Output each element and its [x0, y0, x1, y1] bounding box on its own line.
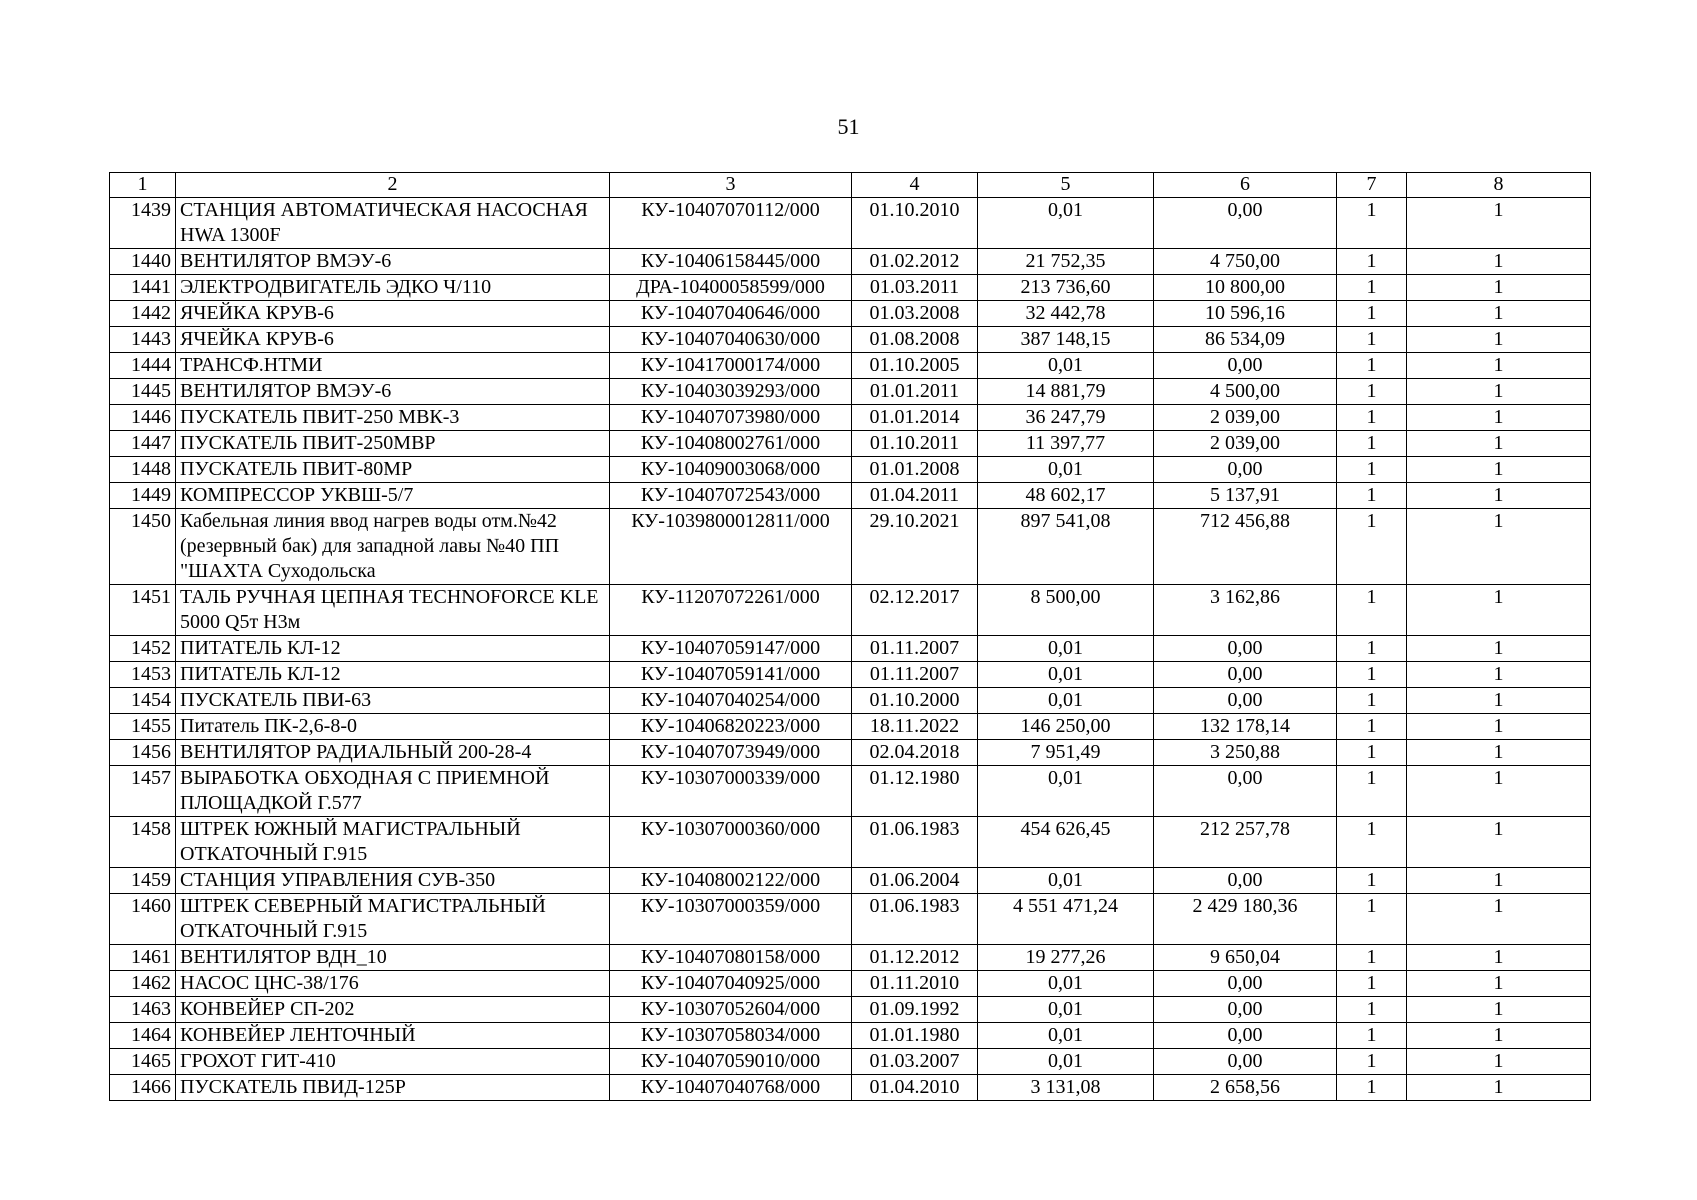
- commission-date: 01.06.1983: [852, 817, 978, 868]
- commission-date: 02.12.2017: [852, 585, 978, 636]
- commission-date: 01.04.2011: [852, 483, 978, 509]
- row-number: 1462: [110, 971, 176, 997]
- inventory-code: КУ-10407070112/000: [610, 198, 852, 249]
- table-row: [110, 1075, 1591, 1101]
- inventory-code: КУ-10407072543/000: [610, 483, 852, 509]
- count-cell: 1: [1407, 198, 1591, 249]
- count-cell: 1: [1407, 405, 1591, 431]
- table-row: [110, 585, 1591, 636]
- item-name: СТАНЦИЯ АВТОМАТИЧЕСКАЯ НАСОСНАЯ HWA 1300F: [176, 198, 610, 249]
- initial-value: 11 397,77: [978, 431, 1154, 457]
- row-number: 1442: [110, 301, 176, 327]
- column-header: 1: [110, 173, 176, 198]
- item-name: Питатель ПК-2,6-8-0: [176, 714, 610, 740]
- initial-value: 4 551 471,24: [978, 894, 1154, 945]
- item-name: ПУСКАТЕЛЬ ПВИ-63: [176, 688, 610, 714]
- commission-date: 01.10.2011: [852, 431, 978, 457]
- commission-date: 01.06.2004: [852, 868, 978, 894]
- residual-value: 0,00: [1154, 662, 1337, 688]
- row-number: 1441: [110, 275, 176, 301]
- quantity-cell: 1: [1337, 483, 1407, 509]
- count-cell: 1: [1407, 868, 1591, 894]
- residual-value: 9 650,04: [1154, 945, 1337, 971]
- item-name: ШТРЕК ЮЖНЫЙ МАГИСТРАЛЬНЫЙ ОТКАТОЧНЫЙ Г.915: [176, 817, 610, 868]
- item-name: ВЫРАБОТКА ОБХОДНАЯ С ПРИЕМНОЙ ПЛОЩАДКОЙ Г.577: [176, 766, 610, 817]
- residual-value: 712 456,88: [1154, 509, 1337, 585]
- inventory-code: КУ-10407059147/000: [610, 636, 852, 662]
- inventory-code: КУ-10307000359/000: [610, 894, 852, 945]
- inventory-code: ДРА-10400058599/000: [610, 275, 852, 301]
- row-number: 1464: [110, 1023, 176, 1049]
- item-name: ПУСКАТЕЛЬ ПВИД-125Р: [176, 1075, 610, 1101]
- quantity-cell: 1: [1337, 766, 1407, 817]
- count-cell: 1: [1407, 585, 1591, 636]
- inventory-code: КУ-10307058034/000: [610, 1023, 852, 1049]
- commission-date: 01.11.2007: [852, 662, 978, 688]
- quantity-cell: 1: [1337, 714, 1407, 740]
- row-number: 1460: [110, 894, 176, 945]
- item-name: КОМПРЕССОР УКВШ-5/7: [176, 483, 610, 509]
- row-number: 1461: [110, 945, 176, 971]
- row-number: 1440: [110, 249, 176, 275]
- table-row: [110, 945, 1591, 971]
- inventory-code: КУ-10307000339/000: [610, 766, 852, 817]
- commission-date: 01.01.2008: [852, 457, 978, 483]
- inventory-code: КУ-10406158445/000: [610, 249, 852, 275]
- commission-date: 01.03.2008: [852, 301, 978, 327]
- table-row: [110, 301, 1591, 327]
- inventory-code: КУ-10403039293/000: [610, 379, 852, 405]
- inventory-code: КУ-10307000360/000: [610, 817, 852, 868]
- quantity-cell: 1: [1337, 945, 1407, 971]
- residual-value: 0,00: [1154, 1023, 1337, 1049]
- item-name: КОНВЕЙЕР ЛЕНТОЧНЫЙ: [176, 1023, 610, 1049]
- row-number: 1456: [110, 740, 176, 766]
- table-row: [110, 971, 1591, 997]
- residual-value: 0,00: [1154, 353, 1337, 379]
- commission-date: 01.11.2010: [852, 971, 978, 997]
- table-row: [110, 766, 1591, 817]
- commission-date: 01.03.2007: [852, 1049, 978, 1075]
- residual-value: 0,00: [1154, 971, 1337, 997]
- item-name: НАСОС ЦНС-38/176: [176, 971, 610, 997]
- commission-date: 01.10.2005: [852, 353, 978, 379]
- residual-value: 0,00: [1154, 997, 1337, 1023]
- table-row: [110, 868, 1591, 894]
- item-name: ЯЧЕЙКА КРУВ-6: [176, 327, 610, 353]
- commission-date: 01.02.2012: [852, 249, 978, 275]
- count-cell: 1: [1407, 740, 1591, 766]
- quantity-cell: 1: [1337, 509, 1407, 585]
- item-name: ВЕНТИЛЯТОР РАДИАЛЬНЫЙ 200-28-4: [176, 740, 610, 766]
- initial-value: 8 500,00: [978, 585, 1154, 636]
- row-number: 1452: [110, 636, 176, 662]
- inventory-code: КУ-10407059010/000: [610, 1049, 852, 1075]
- inventory-code: КУ-10407040925/000: [610, 971, 852, 997]
- commission-date: 01.04.2010: [852, 1075, 978, 1101]
- count-cell: 1: [1407, 997, 1591, 1023]
- residual-value: 0,00: [1154, 766, 1337, 817]
- inventory-code: КУ-10408002761/000: [610, 431, 852, 457]
- count-cell: 1: [1407, 301, 1591, 327]
- residual-value: 3 162,86: [1154, 585, 1337, 636]
- row-number: 1454: [110, 688, 176, 714]
- item-name: ПУСКАТЕЛЬ ПВИТ-250МВР: [176, 431, 610, 457]
- row-number: 1459: [110, 868, 176, 894]
- quantity-cell: 1: [1337, 249, 1407, 275]
- count-cell: 1: [1407, 1023, 1591, 1049]
- residual-value: 4 750,00: [1154, 249, 1337, 275]
- item-name: ЭЛЕКТРОДВИГАТЕЛЬ ЭДКО Ч/110: [176, 275, 610, 301]
- count-cell: 1: [1407, 353, 1591, 379]
- row-number: 1446: [110, 405, 176, 431]
- residual-value: 132 178,14: [1154, 714, 1337, 740]
- quantity-cell: 1: [1337, 353, 1407, 379]
- inventory-code: КУ-1039800012811/000: [610, 509, 852, 585]
- table-row: [110, 327, 1591, 353]
- table-row: [110, 457, 1591, 483]
- initial-value: 7 951,49: [978, 740, 1154, 766]
- residual-value: 0,00: [1154, 868, 1337, 894]
- count-cell: 1: [1407, 379, 1591, 405]
- residual-value: 2 658,56: [1154, 1075, 1337, 1101]
- inventory-code: КУ-10417000174/000: [610, 353, 852, 379]
- count-cell: 1: [1407, 714, 1591, 740]
- residual-value: 4 500,00: [1154, 379, 1337, 405]
- table-row: [110, 275, 1591, 301]
- count-cell: 1: [1407, 766, 1591, 817]
- commission-date: 01.10.2000: [852, 688, 978, 714]
- inventory-code: КУ-10407073980/000: [610, 405, 852, 431]
- row-number: 1443: [110, 327, 176, 353]
- commission-date: 01.01.1980: [852, 1023, 978, 1049]
- initial-value: 48 602,17: [978, 483, 1154, 509]
- initial-value: 0,01: [978, 766, 1154, 817]
- initial-value: 36 247,79: [978, 405, 1154, 431]
- item-name: ТАЛЬ РУЧНАЯ ЦЕПНАЯ TECHNOFORCE KLE 5000 Q5т H3м: [176, 585, 610, 636]
- table-row: [110, 817, 1591, 868]
- column-header: 5: [978, 173, 1154, 198]
- quantity-cell: 1: [1337, 1049, 1407, 1075]
- row-number: 1445: [110, 379, 176, 405]
- table-row: [110, 636, 1591, 662]
- count-cell: 1: [1407, 1049, 1591, 1075]
- column-header: 2: [176, 173, 610, 198]
- row-number: 1455: [110, 714, 176, 740]
- count-cell: 1: [1407, 817, 1591, 868]
- residual-value: 0,00: [1154, 457, 1337, 483]
- count-cell: 1: [1407, 894, 1591, 945]
- commission-date: 29.10.2021: [852, 509, 978, 585]
- initial-value: 454 626,45: [978, 817, 1154, 868]
- column-header: 7: [1337, 173, 1407, 198]
- item-name: ПУСКАТЕЛЬ ПВИТ-250 МВК-3: [176, 405, 610, 431]
- row-number: 1447: [110, 431, 176, 457]
- count-cell: 1: [1407, 662, 1591, 688]
- row-number: 1458: [110, 817, 176, 868]
- item-name: ВЕНТИЛЯТОР ВМЭУ-6: [176, 249, 610, 275]
- inventory-code: КУ-10407040254/000: [610, 688, 852, 714]
- inventory-code: КУ-10407040768/000: [610, 1075, 852, 1101]
- quantity-cell: 1: [1337, 740, 1407, 766]
- commission-date: 01.08.2008: [852, 327, 978, 353]
- row-number: 1450: [110, 509, 176, 585]
- initial-value: 0,01: [978, 971, 1154, 997]
- table-row: [110, 688, 1591, 714]
- initial-value: 0,01: [978, 688, 1154, 714]
- item-name: ПИТАТЕЛЬ КЛ-12: [176, 636, 610, 662]
- item-name: ГРОХОТ ГИТ-410: [176, 1049, 610, 1075]
- initial-value: 0,01: [978, 1023, 1154, 1049]
- quantity-cell: 1: [1337, 636, 1407, 662]
- commission-date: 01.10.2010: [852, 198, 978, 249]
- initial-value: 0,01: [978, 353, 1154, 379]
- table-row: [110, 509, 1591, 585]
- table-row: [110, 714, 1591, 740]
- quantity-cell: 1: [1337, 997, 1407, 1023]
- initial-value: 32 442,78: [978, 301, 1154, 327]
- residual-value: 2 039,00: [1154, 431, 1337, 457]
- page-number: 51: [837, 114, 860, 139]
- count-cell: 1: [1407, 636, 1591, 662]
- row-number: 1465: [110, 1049, 176, 1075]
- initial-value: 14 881,79: [978, 379, 1154, 405]
- count-cell: 1: [1407, 1075, 1591, 1101]
- quantity-cell: 1: [1337, 198, 1407, 249]
- item-name: ЯЧЕЙКА КРУВ-6: [176, 301, 610, 327]
- item-name: ВЕНТИЛЯТОР ВДН_10: [176, 945, 610, 971]
- asset-table: [109, 172, 1591, 1101]
- residual-value: 10 596,16: [1154, 301, 1337, 327]
- column-header: 3: [610, 173, 852, 198]
- column-header: 6: [1154, 173, 1337, 198]
- table-row: [110, 379, 1591, 405]
- commission-date: 01.11.2007: [852, 636, 978, 662]
- commission-date: 01.06.1983: [852, 894, 978, 945]
- commission-date: 01.12.2012: [852, 945, 978, 971]
- initial-value: 0,01: [978, 636, 1154, 662]
- inventory-code: КУ-10407040630/000: [610, 327, 852, 353]
- quantity-cell: 1: [1337, 457, 1407, 483]
- table-row: [110, 1023, 1591, 1049]
- initial-value: 146 250,00: [978, 714, 1154, 740]
- initial-value: 0,01: [978, 1049, 1154, 1075]
- table-row: [110, 894, 1591, 945]
- table-row: [110, 405, 1591, 431]
- column-header: 8: [1407, 173, 1591, 198]
- inventory-code: КУ-10406820223/000: [610, 714, 852, 740]
- table-row: [110, 353, 1591, 379]
- quantity-cell: 1: [1337, 405, 1407, 431]
- header-row: [110, 173, 1591, 198]
- residual-value: 0,00: [1154, 1049, 1337, 1075]
- item-name: ШТРЕК СЕВЕРНЫЙ МАГИСТРАЛЬНЫЙ ОТКАТОЧНЫЙ Г.915: [176, 894, 610, 945]
- quantity-cell: 1: [1337, 301, 1407, 327]
- residual-value: 0,00: [1154, 688, 1337, 714]
- row-number: 1463: [110, 997, 176, 1023]
- residual-value: 0,00: [1154, 636, 1337, 662]
- table-row: [110, 198, 1591, 249]
- count-cell: 1: [1407, 483, 1591, 509]
- count-cell: 1: [1407, 509, 1591, 585]
- column-header: 4: [852, 173, 978, 198]
- commission-date: 01.12.1980: [852, 766, 978, 817]
- table-row: [110, 249, 1591, 275]
- count-cell: 1: [1407, 971, 1591, 997]
- initial-value: 0,01: [978, 868, 1154, 894]
- table-row: [110, 997, 1591, 1023]
- quantity-cell: 1: [1337, 327, 1407, 353]
- commission-date: 01.01.2014: [852, 405, 978, 431]
- quantity-cell: 1: [1337, 662, 1407, 688]
- commission-date: 18.11.2022: [852, 714, 978, 740]
- count-cell: 1: [1407, 945, 1591, 971]
- commission-date: 01.03.2011: [852, 275, 978, 301]
- quantity-cell: 1: [1337, 817, 1407, 868]
- row-number: 1453: [110, 662, 176, 688]
- residual-value: 10 800,00: [1154, 275, 1337, 301]
- row-number: 1457: [110, 766, 176, 817]
- commission-date: 01.09.1992: [852, 997, 978, 1023]
- table-row: [110, 1049, 1591, 1075]
- table-body: [110, 198, 1591, 1101]
- residual-value: 212 257,78: [1154, 817, 1337, 868]
- commission-date: 01.01.2011: [852, 379, 978, 405]
- item-name: ПИТАТЕЛЬ КЛ-12: [176, 662, 610, 688]
- residual-value: 2 039,00: [1154, 405, 1337, 431]
- inventory-code: КУ-10407040646/000: [610, 301, 852, 327]
- quantity-cell: 1: [1337, 585, 1407, 636]
- row-number: 1448: [110, 457, 176, 483]
- table-row: [110, 740, 1591, 766]
- item-name: СТАНЦИЯ УПРАВЛЕНИЯ СУВ-350: [176, 868, 610, 894]
- quantity-cell: 1: [1337, 431, 1407, 457]
- quantity-cell: 1: [1337, 688, 1407, 714]
- initial-value: 387 148,15: [978, 327, 1154, 353]
- quantity-cell: 1: [1337, 275, 1407, 301]
- row-number: 1451: [110, 585, 176, 636]
- count-cell: 1: [1407, 275, 1591, 301]
- count-cell: 1: [1407, 457, 1591, 483]
- count-cell: 1: [1407, 327, 1591, 353]
- residual-value: 2 429 180,36: [1154, 894, 1337, 945]
- residual-value: 5 137,91: [1154, 483, 1337, 509]
- residual-value: 3 250,88: [1154, 740, 1337, 766]
- quantity-cell: 1: [1337, 1023, 1407, 1049]
- initial-value: 897 541,08: [978, 509, 1154, 585]
- inventory-code: КУ-10407059141/000: [610, 662, 852, 688]
- item-name: ВЕНТИЛЯТОР ВМЭУ-6: [176, 379, 610, 405]
- initial-value: 3 131,08: [978, 1075, 1154, 1101]
- inventory-code: КУ-10407073949/000: [610, 740, 852, 766]
- commission-date: 02.04.2018: [852, 740, 978, 766]
- initial-value: 19 277,26: [978, 945, 1154, 971]
- initial-value: 0,01: [978, 457, 1154, 483]
- initial-value: 0,01: [978, 662, 1154, 688]
- row-number: 1466: [110, 1075, 176, 1101]
- count-cell: 1: [1407, 688, 1591, 714]
- row-number: 1439: [110, 198, 176, 249]
- quantity-cell: 1: [1337, 1075, 1407, 1101]
- count-cell: 1: [1407, 431, 1591, 457]
- table-row: [110, 483, 1591, 509]
- quantity-cell: 1: [1337, 894, 1407, 945]
- table-row: [110, 662, 1591, 688]
- item-name: Кабельная линия ввод нагрев воды отм.№42 (резервный бак) для западной лавы №40 ПП "ШАХТА Суходольска: [176, 509, 610, 585]
- quantity-cell: 1: [1337, 379, 1407, 405]
- initial-value: 21 752,35: [978, 249, 1154, 275]
- initial-value: 0,01: [978, 997, 1154, 1023]
- row-number: 1444: [110, 353, 176, 379]
- inventory-code: КУ-10408002122/000: [610, 868, 852, 894]
- inventory-code: КУ-10307052604/000: [610, 997, 852, 1023]
- inventory-code: КУ-10407080158/000: [610, 945, 852, 971]
- item-name: ТРАНСФ.НТМИ: [176, 353, 610, 379]
- table-row: [110, 431, 1591, 457]
- quantity-cell: 1: [1337, 971, 1407, 997]
- inventory-code: КУ-10409003068/000: [610, 457, 852, 483]
- inventory-code: КУ-11207072261/000: [610, 585, 852, 636]
- row-number: 1449: [110, 483, 176, 509]
- item-name: ПУСКАТЕЛЬ ПВИТ-80МР: [176, 457, 610, 483]
- residual-value: 0,00: [1154, 198, 1337, 249]
- initial-value: 213 736,60: [978, 275, 1154, 301]
- quantity-cell: 1: [1337, 868, 1407, 894]
- count-cell: 1: [1407, 249, 1591, 275]
- residual-value: 86 534,09: [1154, 327, 1337, 353]
- item-name: КОНВЕЙЕР СП-202: [176, 997, 610, 1023]
- initial-value: 0,01: [978, 198, 1154, 249]
